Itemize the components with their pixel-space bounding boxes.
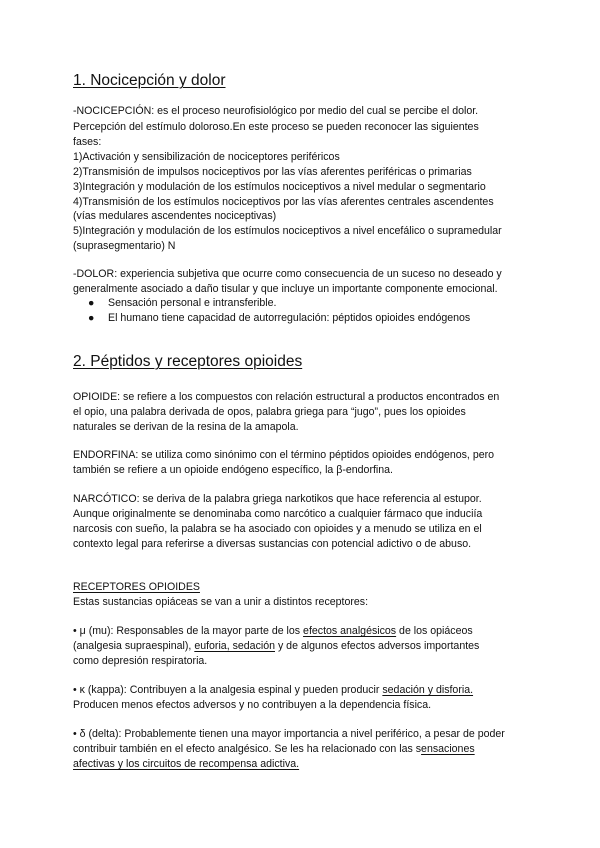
text-line: naturales se derivan de la resina de la amapola. (73, 421, 299, 433)
text-line: ENDORFINA: se utiliza como sinónimo con el término péptidos opioides endógenos, pero (73, 449, 495, 461)
phase-4: 4)Transmisión de los estímulos nociceptivos por las vías aferentes centrales ascendentes (73, 196, 494, 208)
phase-2: 2)Transmisión de impulsos nociceptivos por las vías aferentes periféricas o primarias (73, 166, 472, 178)
receptores-intro: Estas sustancias opiáceas se van a unir a distintos receptores: (73, 596, 369, 608)
section-heading-nocicepcion: 1. Nocicepción y dolor (73, 72, 226, 89)
list-item: El humano tiene capacidad de autorregulación: péptidos opioides endógenos (108, 312, 471, 324)
text-span: • μ (mu): Responsables de la mayor parte de los (73, 625, 304, 637)
text-span: contribuir también en el efecto analgésico. Se les ha relacionado con las s (73, 743, 422, 755)
list-item: Sensación personal e intransferible. (108, 297, 277, 309)
text-line (73, 639, 479, 653)
underlined-text: euforia, sedación (194, 640, 275, 652)
text-line: narcosis con sueño, la palabra se ha asociado con opioides y a menudo se utiliza en el (73, 523, 482, 535)
section-heading-peptidos: 2. Péptidos y receptores opioides (73, 353, 303, 370)
text-line: -DOLOR: experiencia subjetiva que ocurre como consecuencia de un suceso no deseado y (73, 268, 502, 280)
text-line (73, 624, 473, 638)
receptores-heading: RECEPTORES OPIOIDES (73, 581, 200, 593)
phase-3: 3)Integración y modulación de los estímulos nociceptivos a nivel medular o segmentario (73, 181, 486, 193)
text-line: NARCÓTICO: se deriva de la palabra griega narkotikos que hace referencia al estupor. (73, 493, 482, 505)
text-line: Producen menos efectos adversos y no contribuyen a la dependencia física. (73, 699, 432, 711)
underlined-text: sedación y disforia. (382, 684, 474, 696)
text-span: y de algunos efectos adversos importantes (275, 640, 480, 652)
text-line: generalmente asociado a daño tisular y que incluye un importante componente emocional. (73, 283, 498, 295)
text-line: contexto legal para referirse a diversas sustancias con potencial adictivo o de abuso. (73, 538, 472, 550)
text-line: (vías medulares ascendentes nociceptivas) (73, 210, 277, 222)
text-line (73, 683, 473, 697)
phase-1: 1)Activación y sensibilización de nociceptores periféricos (73, 151, 340, 163)
text-line: Aunque originalmente se denominaba como narcótico a cualquier fármaco que induciía (73, 508, 483, 520)
text-line: el opio, una palabra derivada de opos, palabra griega para “jugo”, pues los opioides (73, 406, 466, 418)
text-line: OPIOIDE: se refiere a los compuestos con relación estructural a productos encontrados en (73, 391, 500, 403)
text-line: (suprasegmentario) N (73, 240, 176, 252)
text-line: -NOCICEPCIÓN: es el proceso neurofisiológico por medio del cual se percibe el dolor. (73, 105, 479, 117)
text-span: • κ (kappa): Contribuyen a la analgesia espinal y pueden producir (73, 684, 383, 696)
text-line: también se refiere a un opioide endógeno específico, la β-endorfina. (73, 464, 393, 476)
underlined-text: ensaciones (421, 743, 475, 755)
phase-5: 5)Integración y modulación de los estímulos nociceptivos a nivel encefálico o supramedular (73, 225, 502, 237)
text-line (73, 742, 475, 756)
text-span: de los opiáceos (396, 625, 473, 637)
underlined-text: efectos analgésicos (303, 625, 397, 637)
text-line: fases: (73, 136, 102, 148)
text-span: (analgesia supraespinal), (73, 640, 195, 652)
text-line: • δ (delta): Probablemente tienen una mayor importancia a nivel periférico, a pesar de poder (73, 728, 505, 740)
underlined-text: afectivas y los circuitos de recompensa adictiva. (73, 758, 300, 770)
text-line: Percepción del estímulo doloroso.En este proceso se pueden reconocer las siguientes (73, 121, 479, 133)
bullet-icon: ● (88, 297, 95, 309)
text-line: como depresión respiratoria. (73, 655, 208, 667)
bullet-icon: ● (88, 312, 95, 324)
